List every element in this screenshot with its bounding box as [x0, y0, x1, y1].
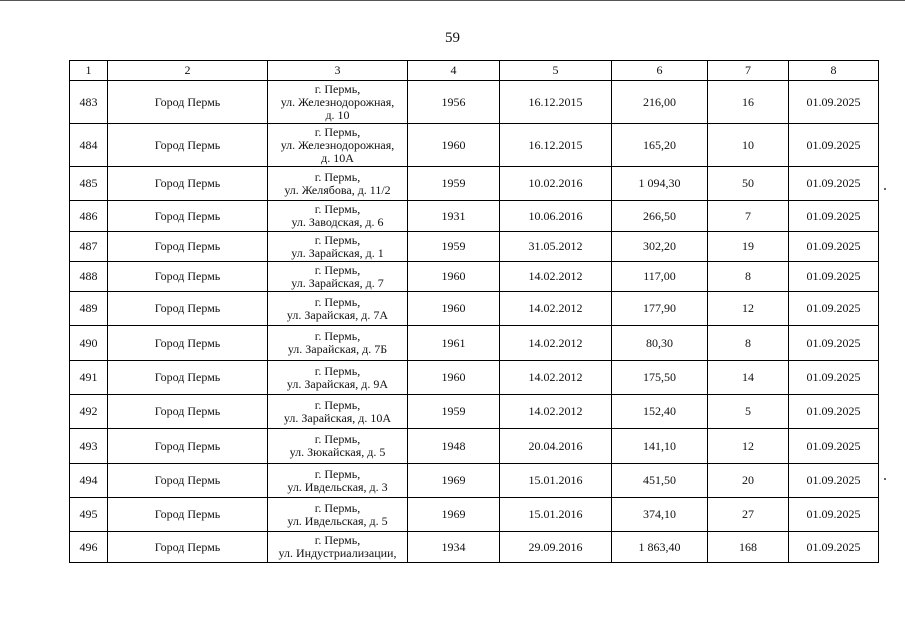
area-cell: 177,90: [612, 292, 708, 326]
area-cell: 1 863,40: [612, 532, 708, 563]
year-built-cell: 1969: [408, 464, 500, 498]
address-line: г. Пермь,: [314, 397, 361, 412]
address-line: ул. Зюкайская, д. 5: [289, 445, 386, 459]
address-line: ул. Зарайская, д. 7А: [286, 307, 389, 322]
page-number: 59: [445, 30, 460, 46]
column-header-7: 7: [708, 61, 789, 81]
deadline-cell: 01.09.2025: [789, 532, 879, 563]
count-cell: 168: [708, 532, 789, 563]
table-body: [70, 81, 879, 563]
column-header-4: 4: [408, 61, 500, 81]
table-row: [70, 464, 879, 498]
address-line: г. Пермь,: [314, 81, 361, 96]
address-line: г. Пермь,: [314, 262, 361, 277]
deadline-cell: 01.09.2025: [789, 361, 879, 395]
address-line: г. Пермь,: [314, 232, 361, 247]
address-cell: [268, 361, 408, 395]
locality-cell: Город Пермь: [108, 232, 268, 262]
address-line: г. Пермь,: [314, 500, 361, 515]
address-line: ул. Зарайская, д. 9А: [286, 376, 389, 391]
date-cell: 14.02.2012: [500, 361, 612, 395]
area-cell: 374,10: [612, 498, 708, 532]
address-line: г. Пермь,: [314, 466, 361, 481]
year-built-cell: 1961: [408, 326, 500, 361]
address-line: ул. Железнодорожная,: [280, 94, 395, 109]
row-number-cell: 490: [70, 326, 108, 361]
address-cell: [268, 532, 408, 563]
address-cell: [268, 498, 408, 532]
table-row: [70, 167, 879, 201]
address-line: г. Пермь,: [314, 124, 361, 139]
year-built-cell: 1934: [408, 532, 500, 563]
address-cell: [268, 232, 408, 262]
deadline-cell: 01.09.2025: [789, 124, 879, 167]
locality-cell: Город Пермь: [108, 464, 268, 498]
year-built-cell: 1948: [408, 429, 500, 464]
address-line: ул. Зарайская, д. 1: [291, 245, 384, 260]
row-number-cell: 485: [70, 167, 108, 201]
row-number-cell: 496: [70, 532, 108, 563]
count-cell: 27: [708, 498, 789, 532]
count-cell: 16: [708, 81, 789, 124]
column-header-1: 1: [70, 61, 108, 81]
table-row: [70, 292, 879, 326]
column-header-6: 6: [612, 61, 708, 81]
address-line: ул. Ивдельская, д. 3: [287, 479, 388, 494]
deadline-cell: 01.09.2025: [789, 395, 879, 429]
row-number-cell: 495: [70, 498, 108, 532]
area-cell: 451,50: [612, 464, 708, 498]
area-cell: 80,30: [612, 326, 708, 361]
area-cell: 175,50: [612, 361, 708, 395]
date-cell: 14.02.2012: [500, 395, 612, 429]
date-cell: 14.02.2012: [500, 292, 612, 326]
address-cell: [268, 429, 408, 464]
row-number-cell: 493: [70, 429, 108, 464]
area-cell: 266,50: [612, 201, 708, 232]
locality-cell: Город Пермь: [108, 429, 268, 464]
locality-cell: Город Пермь: [108, 167, 268, 201]
address-line: ул. Желябова, д. 11/2: [284, 182, 391, 197]
row-number-cell: 484: [70, 124, 108, 167]
row-number-cell: 486: [70, 201, 108, 232]
year-built-cell: 1960: [408, 292, 500, 326]
deadline-cell: 01.09.2025: [789, 429, 879, 464]
locality-cell: Город Пермь: [108, 124, 268, 167]
area-cell: 117,00: [612, 262, 708, 292]
deadline-cell: 01.09.2025: [789, 326, 879, 361]
address-line: г. Пермь,: [314, 363, 361, 378]
address-cell: [268, 262, 408, 292]
area-cell: 165,20: [612, 124, 708, 167]
table-row: [70, 361, 879, 395]
table-row: [70, 81, 879, 124]
column-header-2: 2: [108, 61, 268, 81]
area-cell: 141,10: [612, 429, 708, 464]
date-cell: 10.06.2016: [500, 201, 612, 232]
address-line: д. 10: [325, 107, 350, 122]
row-number-cell: 487: [70, 232, 108, 262]
address-cell: [268, 124, 408, 167]
date-cell: 20.04.2016: [500, 429, 612, 464]
row-number-cell: 488: [70, 262, 108, 292]
address-cell: [268, 464, 408, 498]
row-number-cell: 494: [70, 464, 108, 498]
count-cell: 12: [708, 429, 789, 464]
deadline-cell: 01.09.2025: [789, 262, 879, 292]
address-cell: [268, 201, 408, 232]
address-line: г. Пермь,: [314, 169, 361, 184]
count-cell: 14: [708, 361, 789, 395]
date-cell: 29.09.2016: [500, 532, 612, 563]
table-row: [70, 532, 879, 563]
address-line: ул. Заводская, д. 6: [291, 215, 384, 229]
deadline-cell: 01.09.2025: [789, 464, 879, 498]
scan-top-border: [0, 0, 905, 1]
year-built-cell: 1960: [408, 262, 500, 292]
deadline-cell: 01.09.2025: [789, 81, 879, 124]
locality-cell: Город Пермь: [108, 326, 268, 361]
address-cell: [268, 292, 408, 326]
address-line: г. Пермь,: [314, 329, 361, 343]
column-header-5: 5: [500, 61, 612, 81]
address-cell: [268, 326, 408, 361]
date-cell: 15.01.2016: [500, 464, 612, 498]
row-number-cell: 491: [70, 361, 108, 395]
count-cell: 8: [708, 262, 789, 292]
row-number-cell: 489: [70, 292, 108, 326]
address-line: ул. Индустриализации,: [278, 546, 397, 560]
year-built-cell: 1960: [408, 361, 500, 395]
deadline-cell: 01.09.2025: [789, 232, 879, 262]
table-row: [70, 326, 879, 361]
year-built-cell: 1956: [408, 81, 500, 124]
address-line: ул. Ивдельская, д. 5: [287, 513, 388, 528]
year-built-cell: 1969: [408, 498, 500, 532]
address-cell: [268, 395, 408, 429]
year-built-cell: 1960: [408, 124, 500, 167]
area-cell: 152,40: [612, 395, 708, 429]
address-line: ул. Железнодорожная,: [280, 137, 395, 152]
table-row: [70, 498, 879, 532]
count-cell: 20: [708, 464, 789, 498]
count-cell: 10: [708, 124, 789, 167]
column-header-3: 3: [268, 61, 408, 81]
area-cell: 302,20: [612, 232, 708, 262]
table-row: [70, 395, 879, 429]
deadline-cell: 01.09.2025: [789, 292, 879, 326]
table-row: [70, 124, 879, 167]
count-cell: 12: [708, 292, 789, 326]
row-number-cell: 492: [70, 395, 108, 429]
count-cell: 50: [708, 167, 789, 201]
locality-cell: Город Пермь: [108, 201, 268, 232]
address-line: ул. Зарайская, д. 10А: [283, 410, 392, 425]
date-cell: 14.02.2012: [500, 326, 612, 361]
deadline-cell: 01.09.2025: [789, 167, 879, 201]
address-line: д. 10А: [321, 150, 354, 165]
address-line: г. Пермь,: [314, 533, 361, 547]
column-header-8: 8: [789, 61, 879, 81]
locality-cell: Город Пермь: [108, 361, 268, 395]
date-cell: 16.12.2015: [500, 81, 612, 124]
address-line: ул. Зарайская, д. 7Б: [287, 342, 388, 356]
locality-cell: Город Пермь: [108, 532, 268, 563]
locality-cell: Город Пермь: [108, 81, 268, 124]
row-number-cell: 483: [70, 81, 108, 124]
count-cell: 5: [708, 395, 789, 429]
count-cell: 8: [708, 326, 789, 361]
scan-speck: [884, 188, 886, 190]
count-cell: 7: [708, 201, 789, 232]
year-built-cell: 1931: [408, 201, 500, 232]
locality-cell: Город Пермь: [108, 292, 268, 326]
address-cell: [268, 81, 408, 124]
table-header-row: [70, 61, 879, 81]
table-row: [70, 232, 879, 262]
year-built-cell: 1959: [408, 232, 500, 262]
table-row: [70, 201, 879, 232]
count-cell: 19: [708, 232, 789, 262]
address-line: г. Пермь,: [314, 294, 361, 309]
locality-cell: Город Пермь: [108, 498, 268, 532]
housing-registry-table: [69, 60, 879, 563]
address-line: г. Пермь,: [314, 432, 361, 446]
year-built-cell: 1959: [408, 395, 500, 429]
date-cell: 16.12.2015: [500, 124, 612, 167]
deadline-cell: 01.09.2025: [789, 498, 879, 532]
date-cell: 14.02.2012: [500, 262, 612, 292]
address-cell: [268, 167, 408, 201]
area-cell: 216,00: [612, 81, 708, 124]
date-cell: 15.01.2016: [500, 498, 612, 532]
deadline-cell: 01.09.2025: [789, 201, 879, 232]
scan-speck: [884, 478, 886, 480]
locality-cell: Город Пермь: [108, 262, 268, 292]
address-line: ул. Зарайская, д. 7: [291, 275, 384, 290]
locality-cell: Город Пермь: [108, 395, 268, 429]
table-row: [70, 429, 879, 464]
area-cell: 1 094,30: [612, 167, 708, 201]
address-line: г. Пермь,: [314, 202, 361, 216]
table-row: [70, 262, 879, 292]
year-built-cell: 1959: [408, 167, 500, 201]
date-cell: 31.05.2012: [500, 232, 612, 262]
date-cell: 10.02.2016: [500, 167, 612, 201]
